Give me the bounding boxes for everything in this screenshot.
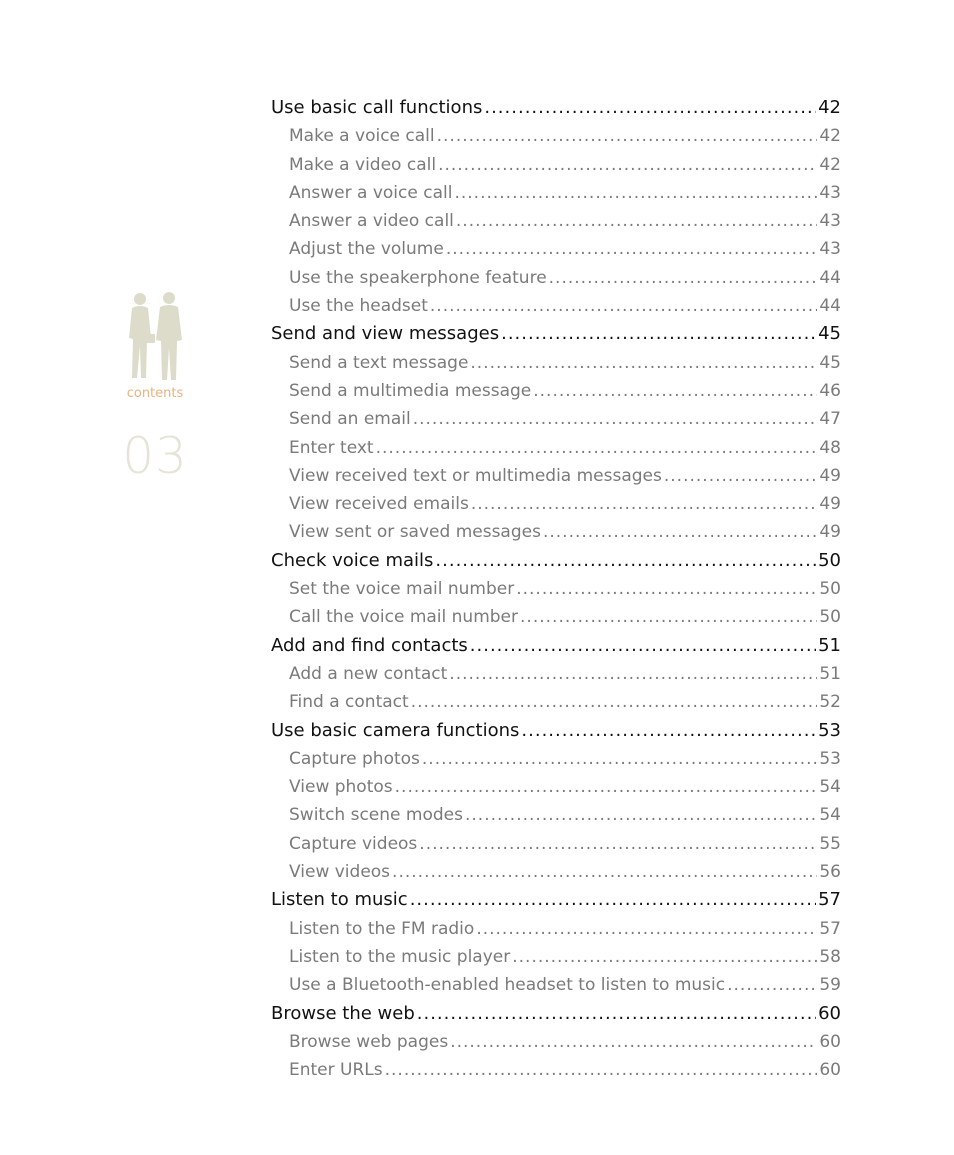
toc-subentry[interactable] xyxy=(271,830,841,858)
toc-entry-title: Use the speakerphone feature xyxy=(289,267,547,288)
toc-dot-leader xyxy=(549,264,818,292)
toc-subentry[interactable] xyxy=(271,773,841,801)
contents-label: contents xyxy=(126,386,184,401)
toc-dot-leader xyxy=(395,773,818,801)
toc-dot-leader xyxy=(417,1000,816,1028)
toc-subentry[interactable] xyxy=(271,603,841,631)
toc-page-number: 43 xyxy=(819,182,841,203)
toc-section-entry[interactable] xyxy=(271,1000,841,1028)
toc-page-number: 52 xyxy=(819,692,841,713)
toc-subentry[interactable] xyxy=(271,235,841,263)
toc-page-number: 50 xyxy=(819,579,841,600)
toc-entry-title: Send a text message xyxy=(289,352,469,373)
toc-page-number: 54 xyxy=(819,777,841,798)
toc-page-number: 42 xyxy=(818,97,841,118)
toc-page-number: 49 xyxy=(819,494,841,515)
toc-subentry[interactable] xyxy=(271,462,841,490)
toc-entry-title: View sent or saved messages xyxy=(289,522,541,543)
toc-entry-title: Use the headset xyxy=(289,296,428,317)
people-walking-icon xyxy=(122,290,188,382)
toc-dot-leader xyxy=(471,490,818,518)
toc-entry-title: Capture photos xyxy=(289,748,420,769)
toc-page-number: 44 xyxy=(819,267,841,288)
toc-page-number: 60 xyxy=(819,1031,841,1052)
toc-entry-title: Make a voice call xyxy=(289,126,435,147)
toc-subentry[interactable] xyxy=(271,207,841,235)
toc-page-number: 47 xyxy=(819,409,841,430)
toc-entry-title: Send a multimedia message xyxy=(289,380,532,401)
toc-page-number: 45 xyxy=(819,352,841,373)
toc-dot-leader xyxy=(438,151,817,179)
toc-subentry[interactable] xyxy=(271,660,841,688)
toc-page-number: 56 xyxy=(819,862,841,883)
toc-page-number: 57 xyxy=(818,889,841,911)
toc-dot-leader xyxy=(435,547,816,575)
toc-entry-title: Add a new contact xyxy=(289,663,448,684)
toc-entry-title: Check voice mails xyxy=(271,549,434,571)
toc-dot-leader xyxy=(521,717,816,745)
toc-subentry[interactable] xyxy=(271,801,841,829)
toc-subentry[interactable] xyxy=(271,1056,841,1084)
toc-page-number: 50 xyxy=(819,607,841,628)
toc-page-number: 42 xyxy=(819,126,841,147)
toc-dot-leader xyxy=(520,603,817,631)
toc-page-number: 59 xyxy=(819,975,841,996)
toc-dot-leader xyxy=(476,915,817,943)
toc-page-number: 60 xyxy=(818,1002,841,1024)
toc-page-number: 44 xyxy=(819,296,841,317)
toc-subentry[interactable] xyxy=(271,349,841,377)
toc-entry-title: Listen to the music player xyxy=(289,946,511,967)
toc-subentry[interactable] xyxy=(271,915,841,943)
toc-page-number: 55 xyxy=(819,833,841,854)
toc-dot-leader xyxy=(376,434,818,462)
toc-entry-title: View videos xyxy=(289,862,391,883)
toc-dot-leader xyxy=(465,801,817,829)
toc-subentry[interactable] xyxy=(271,377,841,405)
toc-dot-leader xyxy=(456,207,817,235)
toc-entry-title: Listen to music xyxy=(271,889,408,911)
toc-entry-title: Set the voice mail number xyxy=(289,579,515,600)
toc-dot-leader xyxy=(727,971,817,999)
toc-entry-title: View photos xyxy=(289,777,393,798)
toc-dot-leader xyxy=(450,1028,817,1056)
toc-entry-title: Browse the web xyxy=(271,1002,415,1024)
toc-section-entry[interactable] xyxy=(271,717,841,745)
toc-subentry[interactable] xyxy=(271,943,841,971)
toc-subentry[interactable] xyxy=(271,518,841,546)
toc-section-entry[interactable] xyxy=(271,94,841,122)
toc-page-number: 42 xyxy=(819,154,841,175)
toc-subentry[interactable] xyxy=(271,122,841,150)
toc-entry-title: Send and view messages xyxy=(271,323,500,345)
sidebar xyxy=(110,290,200,485)
toc-dot-leader xyxy=(470,632,816,660)
table-of-contents xyxy=(271,94,841,1084)
toc-dot-leader xyxy=(664,462,817,490)
toc-page-number: 53 xyxy=(819,748,841,769)
toc-page-number: 49 xyxy=(819,465,841,486)
toc-page-number: 60 xyxy=(819,1060,841,1081)
toc-entry-title: Find a contact xyxy=(289,692,409,713)
toc-subentry[interactable] xyxy=(271,264,841,292)
toc-dot-leader xyxy=(446,235,818,263)
toc-entry-title: Use basic camera functions xyxy=(271,719,520,741)
toc-subentry[interactable] xyxy=(271,858,841,886)
toc-dot-leader xyxy=(430,292,817,320)
toc-page-number: 54 xyxy=(819,805,841,826)
toc-entry-title: Adjust the volume xyxy=(289,239,444,260)
toc-entry-title: Browse web pages xyxy=(289,1031,449,1052)
toc-dot-leader xyxy=(454,179,817,207)
toc-dot-leader xyxy=(413,405,818,433)
toc-section-entry[interactable] xyxy=(271,886,841,914)
toc-section-entry[interactable] xyxy=(271,320,841,348)
toc-entry-title: Use basic call functions xyxy=(271,97,483,118)
toc-dot-leader xyxy=(501,320,816,348)
toc-subentry[interactable] xyxy=(271,688,841,716)
toc-page-number: 58 xyxy=(819,946,841,967)
toc-dot-leader xyxy=(516,575,817,603)
toc-page-number: 43 xyxy=(819,239,841,260)
toc-subentry[interactable] xyxy=(271,434,841,462)
toc-dot-leader xyxy=(411,688,818,716)
toc-dot-leader xyxy=(484,94,816,122)
toc-entry-title: Capture videos xyxy=(289,833,418,854)
toc-page-number: 53 xyxy=(818,719,841,741)
toc-subentry[interactable] xyxy=(271,745,841,773)
toc-page-number: 43 xyxy=(819,211,841,232)
toc-page-number: 57 xyxy=(819,918,841,939)
toc-entry-title: Enter text xyxy=(289,437,374,458)
toc-subentry[interactable] xyxy=(271,179,841,207)
toc-entry-title: Listen to the FM radio xyxy=(289,918,475,939)
toc-entry-title: Answer a video call xyxy=(289,211,454,232)
toc-dot-leader xyxy=(543,518,817,546)
toc-subentry[interactable] xyxy=(271,1028,841,1056)
toc-subentry[interactable] xyxy=(271,490,841,518)
toc-dot-leader xyxy=(385,1056,818,1084)
toc-page-number: 48 xyxy=(819,437,841,458)
toc-subentry[interactable] xyxy=(271,971,841,999)
toc-entry-title: Make a video call xyxy=(289,154,437,175)
toc-entry-title: Switch scene modes xyxy=(289,805,463,826)
toc-dot-leader xyxy=(410,886,816,914)
toc-dot-leader xyxy=(470,349,817,377)
toc-page-number: 51 xyxy=(818,634,841,656)
toc-page-number: 45 xyxy=(818,323,841,345)
toc-section-entry[interactable] xyxy=(271,547,841,575)
toc-entry-title: View received text or multimedia messages xyxy=(289,465,662,486)
toc-section-entry[interactable] xyxy=(271,632,841,660)
toc-subentry[interactable] xyxy=(271,151,841,179)
toc-subentry[interactable] xyxy=(271,292,841,320)
toc-dot-leader xyxy=(437,122,818,150)
toc-dot-leader xyxy=(392,858,817,886)
toc-entry-title: Call the voice mail number xyxy=(289,607,519,628)
toc-dot-leader xyxy=(512,943,817,971)
toc-entry-title: Enter URLs xyxy=(289,1060,383,1081)
toc-entry-title: Answer a voice call xyxy=(289,182,453,203)
toc-page-number: 51 xyxy=(819,663,841,684)
toc-page-number: 50 xyxy=(818,549,841,571)
toc-page-number: 46 xyxy=(819,380,841,401)
toc-dot-leader xyxy=(422,745,817,773)
toc-dot-leader xyxy=(419,830,817,858)
toc-dot-leader xyxy=(533,377,817,405)
toc-dot-leader xyxy=(449,660,817,688)
toc-subentry[interactable] xyxy=(271,405,841,433)
chapter-number: 03 xyxy=(122,427,188,485)
toc-subentry[interactable] xyxy=(271,575,841,603)
toc-entry-title: View received emails xyxy=(289,494,469,515)
toc-page-number: 49 xyxy=(819,522,841,543)
toc-entry-title: Send an email xyxy=(289,409,411,430)
toc-entry-title: Use a Bluetooth-enabled headset to listen to music xyxy=(289,975,726,996)
toc-entry-title: Add and find contacts xyxy=(271,634,468,656)
